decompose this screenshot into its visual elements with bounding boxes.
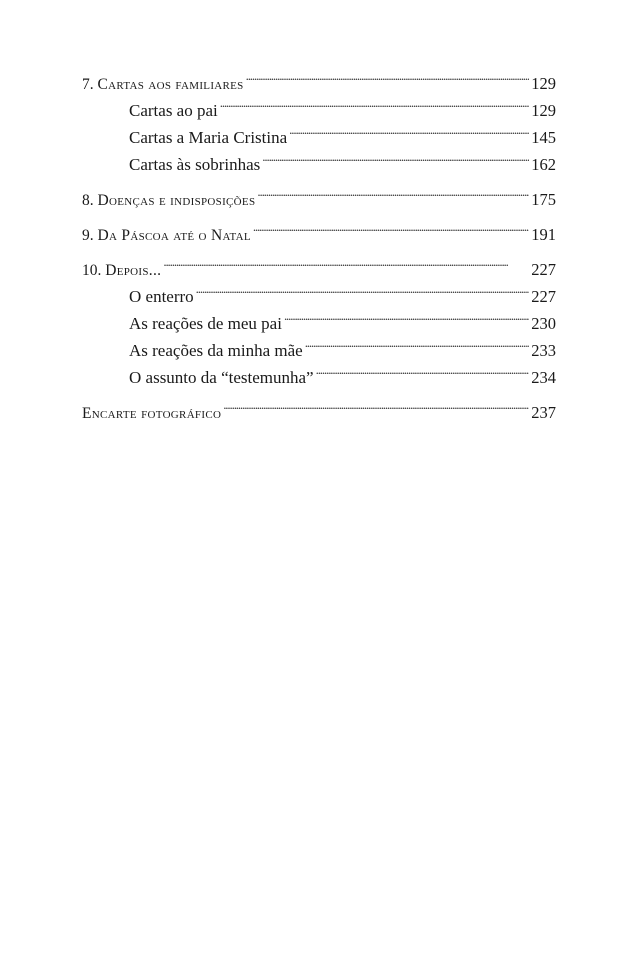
page-number: 227: [531, 287, 556, 306]
toc-chapter-entry[interactable]: [82, 62, 556, 93]
page-number: 234: [531, 368, 556, 387]
page-number: 129: [531, 101, 556, 120]
toc-group-chapter-7: [82, 62, 556, 174]
section-title: As reações da minha mãe: [129, 341, 303, 360]
dot-leader: [163, 248, 529, 275]
toc-chapter-entry[interactable]: [82, 391, 556, 422]
section-title: Cartas a Maria Cristina: [129, 128, 288, 147]
chapter-title: Encarte fotográfico: [82, 405, 222, 422]
dot-leader: [196, 275, 530, 302]
dot-leader: [223, 391, 529, 418]
chapter-number: 9.: [82, 227, 94, 244]
chapter-number: 7.: [82, 76, 94, 93]
page-number: 230: [531, 314, 556, 333]
page-number: 227: [531, 260, 556, 279]
section-title: As reações de meu pai: [129, 314, 282, 333]
section-title: Cartas às sobrinhas: [129, 155, 261, 174]
chapter-title: Da Páscoa até o Natal: [97, 227, 251, 244]
dot-leader: [257, 178, 529, 205]
chapter-number: 8.: [82, 192, 94, 209]
dot-leader: [253, 213, 529, 240]
dot-leader: [262, 143, 529, 170]
page-number: 129: [531, 74, 556, 93]
page-number: 237: [531, 403, 556, 422]
chapter-number: 10.: [82, 262, 102, 279]
dot-leader: [316, 356, 530, 383]
toc-chapter-entry[interactable]: [82, 213, 556, 244]
chapter-title: Depois...: [105, 262, 162, 279]
toc-group-chapter-9: [82, 213, 556, 244]
section-title: O assunto da “testemunha”: [129, 368, 314, 387]
section-title: Cartas ao pai: [129, 101, 218, 120]
toc-group-photo-insert: [82, 391, 556, 422]
chapter-title: Doenças e indisposições: [97, 192, 256, 209]
dot-leader: [220, 89, 530, 116]
page-number: 191: [531, 225, 556, 244]
page-number: 233: [531, 341, 556, 360]
toc-chapter-entry[interactable]: [82, 178, 556, 209]
dot-leader: [246, 62, 530, 89]
page-number: 145: [531, 128, 556, 147]
toc-group-chapter-10: [82, 248, 556, 387]
toc-group-chapter-8: [82, 178, 556, 209]
dot-leader: [305, 329, 530, 356]
page-number: 162: [531, 155, 556, 174]
section-title: O enterro: [129, 287, 194, 306]
table-of-contents: [82, 62, 556, 426]
page-number: 175: [531, 190, 556, 209]
dot-leader: [284, 302, 529, 329]
toc-chapter-entry[interactable]: [82, 248, 556, 279]
dot-leader: [289, 116, 529, 143]
chapter-title: Cartas aos familiares: [97, 76, 244, 93]
